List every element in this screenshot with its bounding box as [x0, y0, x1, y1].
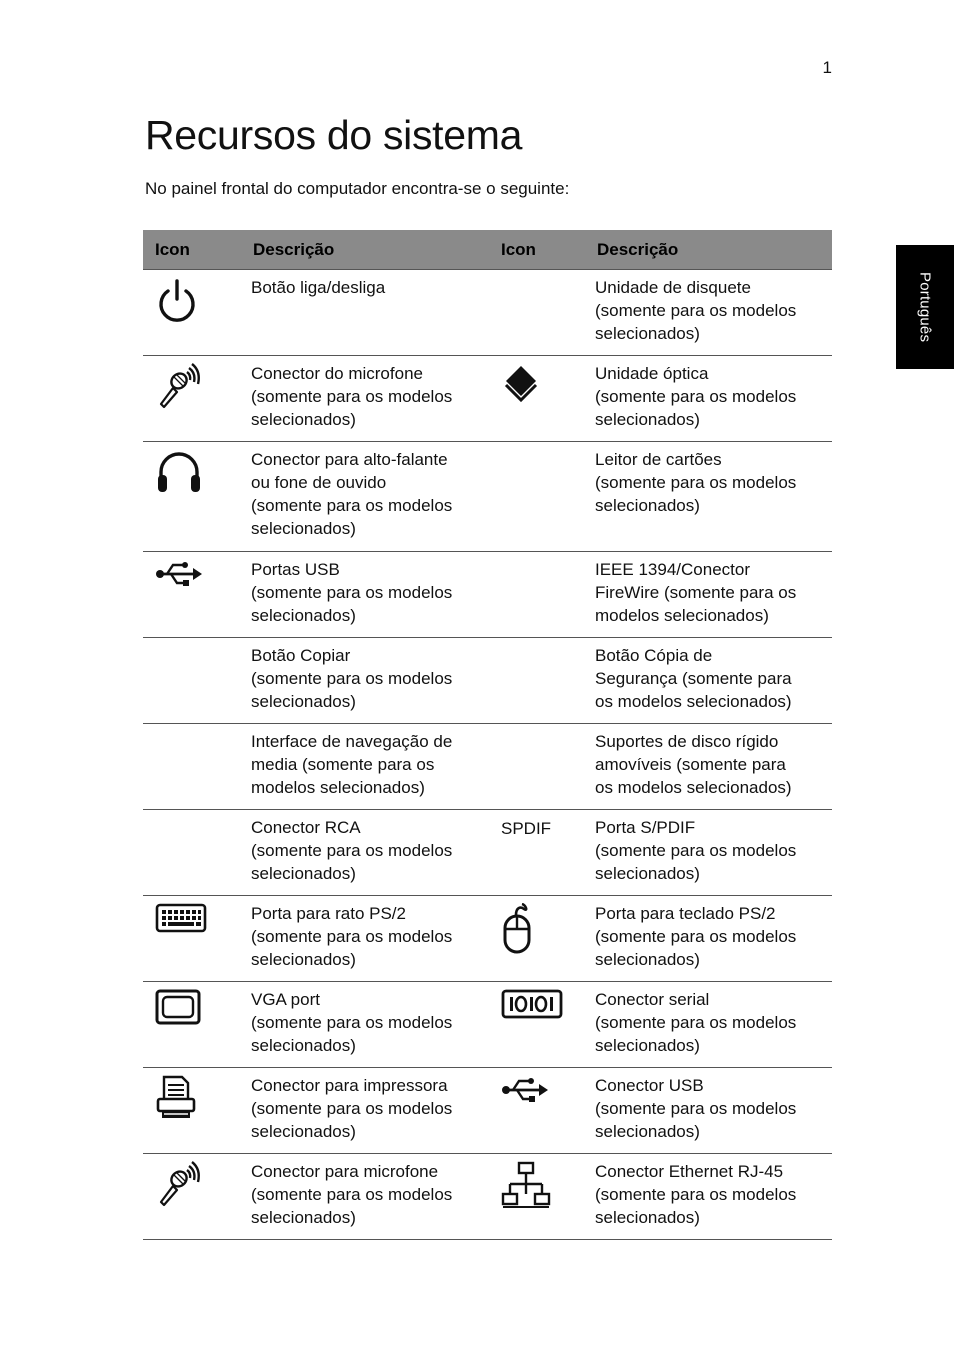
table-row	[143, 982, 832, 1068]
header-description-right: Descrição	[585, 230, 832, 270]
microphone-icon	[155, 363, 205, 411]
table-row	[143, 724, 832, 810]
language-tab	[896, 245, 954, 369]
table-row	[143, 270, 832, 356]
intro-text: No painel frontal do computador encontra-se o seguinte:	[145, 179, 570, 198]
left-description: Portas USB (somente para os modelos selecionados)	[241, 552, 489, 638]
left-icon-cell	[143, 356, 241, 442]
right-description: Unidade óptica (somente para os modelos selecionados)	[585, 356, 832, 442]
optical-drive-icon	[501, 363, 541, 405]
right-icon-cell	[489, 638, 585, 724]
header-icon-right: Icon	[489, 230, 585, 270]
right-icon-cell	[489, 982, 585, 1068]
table-row	[143, 810, 832, 896]
right-icon-cell	[489, 1068, 585, 1154]
printer-icon	[155, 1075, 197, 1121]
header-icon-left: Icon	[143, 230, 241, 270]
left-icon-cell	[143, 1068, 241, 1154]
left-description: VGA port (somente para os modelos selecionados)	[241, 982, 489, 1068]
left-icon-cell	[143, 896, 241, 982]
usb-icon	[501, 1075, 551, 1105]
language-tab-label: Português	[916, 271, 934, 343]
header-description-left: Descrição	[241, 230, 489, 270]
right-icon-cell	[489, 724, 585, 810]
left-icon-cell	[143, 270, 241, 356]
left-description: Botão Copiar (somente para os modelos selecionados)	[241, 638, 489, 724]
right-icon-cell	[489, 810, 585, 896]
right-icon-cell	[489, 356, 585, 442]
features-table	[143, 230, 832, 1240]
right-description: Porta S/PDIF (somente para os modelos selecionados)	[585, 810, 832, 896]
power-icon	[155, 277, 199, 325]
right-description: Porta para teclado PS/2 (somente para os modelos selecionados)	[585, 896, 832, 982]
right-description: Suportes de disco rígido amovíveis (somente para os modelos selecionados)	[585, 724, 832, 810]
right-icon-cell	[489, 270, 585, 356]
page-title: Recursos do sistema	[145, 112, 523, 158]
table-row	[143, 552, 832, 638]
right-icon-cell	[489, 442, 585, 552]
right-icon-text: SPDIF	[501, 819, 552, 838]
left-description: Conector para alto-falante ou fone de ouvido (somente para os modelos selecionados)	[241, 442, 489, 552]
right-description: Conector Ethernet RJ-45 (somente para os modelos selecionados)	[585, 1154, 832, 1240]
right-icon-cell	[489, 552, 585, 638]
left-icon-cell	[143, 638, 241, 724]
usb-icon	[155, 559, 205, 589]
table-row	[143, 638, 832, 724]
right-description: Botão Cópia de Segurança (somente para os modelos selecionados)	[585, 638, 832, 724]
right-description: Unidade de disquete (somente para os modelos selecionados)	[585, 270, 832, 356]
microphone-icon	[155, 1161, 205, 1209]
right-description: Conector serial (somente para os modelos selecionados)	[585, 982, 832, 1068]
table-row	[143, 442, 832, 552]
left-icon-cell	[143, 810, 241, 896]
left-description: Conector do microfone (somente para os modelos selecionados)	[241, 356, 489, 442]
right-description: IEEE 1394/Conector FireWire (somente para os modelos selecionados)	[585, 552, 832, 638]
table-row	[143, 356, 832, 442]
left-description: Conector para impressora (somente para os modelos selecionados)	[241, 1068, 489, 1154]
headphones-icon	[155, 449, 203, 497]
right-icon-cell	[489, 1154, 585, 1240]
left-icon-cell	[143, 552, 241, 638]
left-icon-cell	[143, 724, 241, 810]
table-header-row	[143, 230, 832, 270]
left-icon-cell	[143, 1154, 241, 1240]
right-icon-cell	[489, 896, 585, 982]
right-description: Leitor de cartões (somente para os modelos selecionados)	[585, 442, 832, 552]
left-icon-cell	[143, 442, 241, 552]
page-number: 1	[822, 58, 832, 77]
table-row	[143, 1154, 832, 1240]
mouse-icon	[501, 903, 535, 955]
left-description: Porta para rato PS/2 (somente para os modelos selecionados)	[241, 896, 489, 982]
serial-port-icon	[501, 989, 563, 1019]
ethernet-icon	[501, 1161, 551, 1209]
left-description: Conector RCA (somente para os modelos selecionados)	[241, 810, 489, 896]
monitor-icon	[155, 989, 201, 1025]
left-description: Interface de navegação de media (somente para os modelos selecionados)	[241, 724, 489, 810]
left-description: Botão liga/desliga	[241, 270, 489, 356]
left-icon-cell	[143, 982, 241, 1068]
left-description: Conector para microfone (somente para os modelos selecionados)	[241, 1154, 489, 1240]
right-description: Conector USB (somente para os modelos selecionados)	[585, 1068, 832, 1154]
table-row	[143, 896, 832, 982]
keyboard-icon	[155, 903, 207, 933]
table-row	[143, 1068, 832, 1154]
